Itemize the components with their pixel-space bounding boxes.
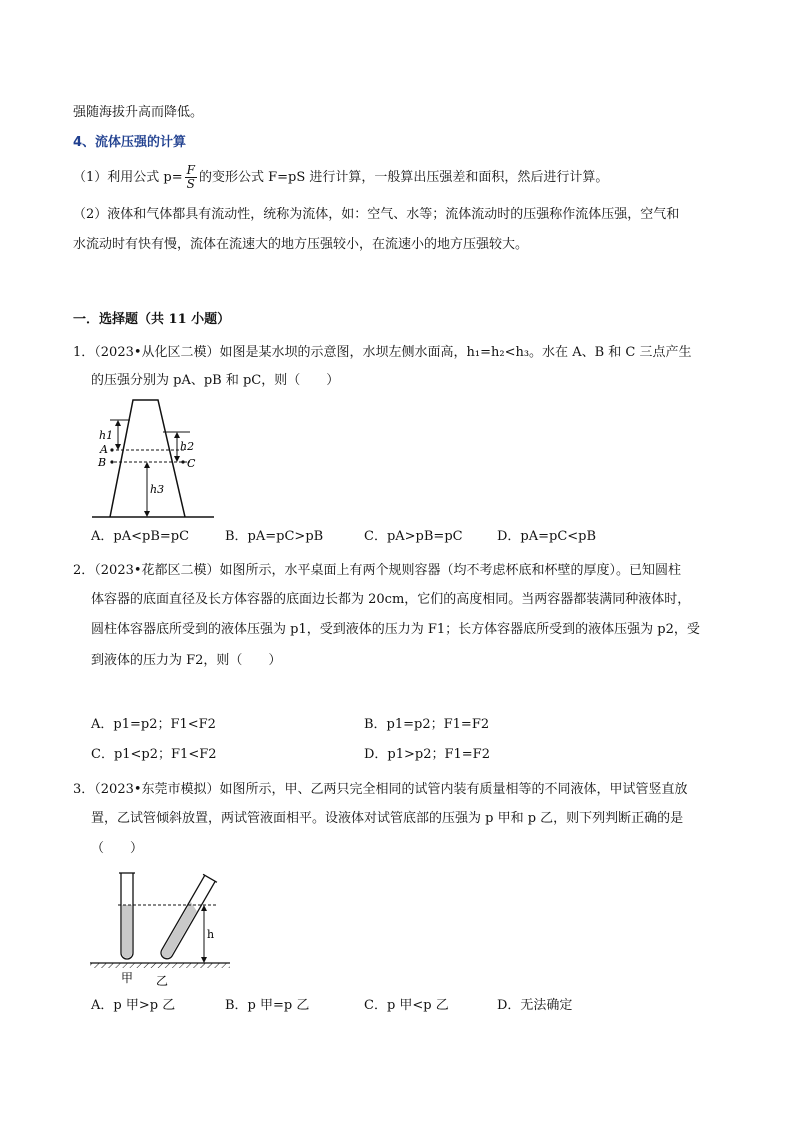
label-jia: 甲 xyxy=(121,971,134,985)
label-h2: h2 xyxy=(180,440,195,453)
section-heading: 一．选择题（共 11 小题） xyxy=(73,312,231,327)
q2-option-b[interactable]: B．p1=p2；F1=F2 xyxy=(364,717,490,732)
label-point-a: A xyxy=(100,443,108,456)
label-h3: h3 xyxy=(150,483,165,496)
q3-option-c[interactable]: C．p 甲<p 乙 xyxy=(364,998,449,1013)
h-arrow-up xyxy=(201,905,207,911)
intro-text-line: 强随海拔升高而降低。 xyxy=(73,105,204,120)
tube-yi-liquid xyxy=(160,902,199,960)
h2-arrow-up xyxy=(174,432,180,438)
fraction-numerator: F xyxy=(186,163,195,177)
section4-title: 4、流体压强的计算 xyxy=(73,135,187,150)
q3-option-d[interactable]: D．无法确定 xyxy=(497,998,573,1013)
label-point-c: C xyxy=(187,457,196,470)
test-tube-figure xyxy=(88,868,238,990)
point-b xyxy=(110,460,113,463)
q2-option-a[interactable]: A．p1=p2；F1<F2 xyxy=(91,717,216,732)
intro-item-1 xyxy=(73,164,608,191)
q3-option-b[interactable]: B．p 甲=p 乙 xyxy=(225,998,310,1013)
label-h1: h1 xyxy=(99,429,114,442)
h3-arrow-up xyxy=(144,462,150,468)
h3-arrow-down xyxy=(144,511,150,517)
h1-arrow-up xyxy=(115,420,121,426)
dam-figure xyxy=(90,395,220,521)
q1-stem-line2: 的压强分别为 pA、pB 和 pC，则（ ） xyxy=(91,373,340,388)
point-a xyxy=(110,448,113,451)
q1-stem-line1: 1．（2023•从化区二模）如图是某水坝的示意图，水坝左侧水面高，h₁=h₂<h₃。水在 A、B 和 C 三点产生 xyxy=(73,345,692,360)
fraction-denominator: S xyxy=(186,177,195,191)
q3-option-a[interactable]: A．p 甲>p 乙 xyxy=(91,998,176,1013)
formula-fraction xyxy=(185,164,197,191)
label-h: h xyxy=(207,928,215,941)
point-c xyxy=(181,460,184,463)
h2-arrow-down xyxy=(174,456,180,462)
q3-stem-line1: 3．（2023•东莞市模拟）如图所示，甲、乙两只完全相同的试管内装有质量相等的不同液体，甲试管竖直放 xyxy=(73,782,688,797)
q3-stem-line3: （ ） xyxy=(91,841,144,856)
q2-stem-line4: 到液体的压力为 F2，则（ ） xyxy=(91,653,282,668)
item1-after: 的变形公式 F=pS 进行计算，一般算出压强差和面积，然后进行计算。 xyxy=(198,170,609,185)
q3-stem-line2: 置，乙试管倾斜放置，两试管液面相平。设液体对试管底部的压强为 p 甲和 p 乙，则下列判断正确的是 xyxy=(91,811,684,826)
intro-item-2-line2: 水流动时有快有慢，流体在流速大的地方压强较小，在流速小的地方压强较大。 xyxy=(73,237,529,252)
q2-stem-line3: 圆柱体容器底所受到的液体压强为 p1，受到液体的压力为 F1；长方体容器底所受到的液体压强为 p2，受 xyxy=(91,622,700,637)
h-arrow-down xyxy=(201,957,207,963)
h1-arrow-down xyxy=(115,444,121,450)
q1-option-c[interactable]: C．pA>pB=pC xyxy=(364,529,463,544)
intro-item-2-line1: （2）液体和气体都具有流动性，统称为流体，如：空气、水等；流体流动时的压强称作流体压强，空气和 xyxy=(73,207,680,222)
item1-before: （1）利用公式 p= xyxy=(73,170,183,185)
tube-jia-liquid xyxy=(122,905,132,958)
q1-option-d[interactable]: D．pA=pC<pB xyxy=(497,529,597,544)
label-point-b: B xyxy=(98,456,107,469)
label-yi: 乙 xyxy=(156,974,169,988)
q2-option-c[interactable]: C．p1<p2；F1<F2 xyxy=(91,747,217,762)
q1-option-a[interactable]: A．pA<pB=pC xyxy=(91,529,190,544)
q1-option-b[interactable]: B．pA=pC>pB xyxy=(225,529,324,544)
ground-hatch xyxy=(90,963,230,968)
q2-option-d[interactable]: D．p1>p2；F1=F2 xyxy=(364,747,490,762)
q2-stem-line2: 体容器的底面直径及长方体容器的底面边长都为 20cm，它们的高度相同。当两容器都装满同种液体时， xyxy=(91,592,691,607)
q2-stem-line1: 2．（2023•花都区二模）如图所示，水平桌面上有两个规则容器（均不考虑杯底和杯壁的厚度）。已知圆柱 xyxy=(73,563,682,578)
